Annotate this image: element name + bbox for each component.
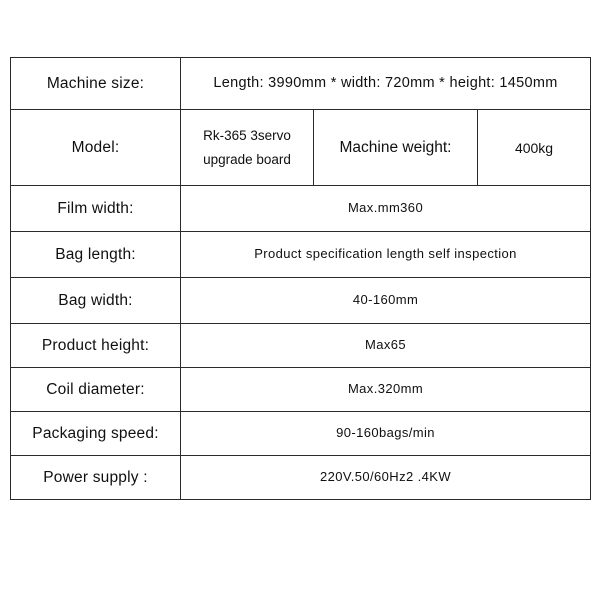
row-value: Max65	[181, 324, 591, 368]
model-line-1: Rk-365 3servo	[203, 127, 291, 143]
row-value: Length: 3990mm * width: 720mm * height: 1450mm	[181, 58, 591, 110]
table-row	[11, 456, 591, 500]
table-row	[11, 368, 591, 412]
row-label: Model:	[11, 110, 181, 186]
table-row	[11, 110, 591, 186]
row-value: Max.320mm	[181, 368, 591, 412]
row-value: 90-160bags/min	[181, 412, 591, 456]
table-row	[11, 232, 591, 278]
table-row	[11, 412, 591, 456]
row-value: 220V.50/60Hz2 .4KW	[181, 456, 591, 500]
row-label: Power supply :	[11, 456, 181, 500]
row-value: Product specification length self inspection	[181, 232, 591, 278]
row-label: Packaging speed:	[11, 412, 181, 456]
row-label: Film width:	[11, 186, 181, 232]
model-line-2: upgrade board	[203, 151, 291, 167]
row-label: Product height:	[11, 324, 181, 368]
row-label-weight: Machine weight:	[314, 110, 478, 186]
row-label: Coil diameter:	[11, 368, 181, 412]
specifications-table	[10, 57, 591, 500]
row-label: Bag length:	[11, 232, 181, 278]
row-value: 40-160mm	[181, 278, 591, 324]
row-value-model	[181, 110, 314, 186]
table-row	[11, 324, 591, 368]
table-row	[11, 186, 591, 232]
row-label: Machine size:	[11, 58, 181, 110]
table-row	[11, 278, 591, 324]
table-row	[11, 58, 591, 110]
row-value: Max.mm360	[181, 186, 591, 232]
row-label: Bag width:	[11, 278, 181, 324]
row-value-weight: 400kg	[478, 110, 591, 186]
